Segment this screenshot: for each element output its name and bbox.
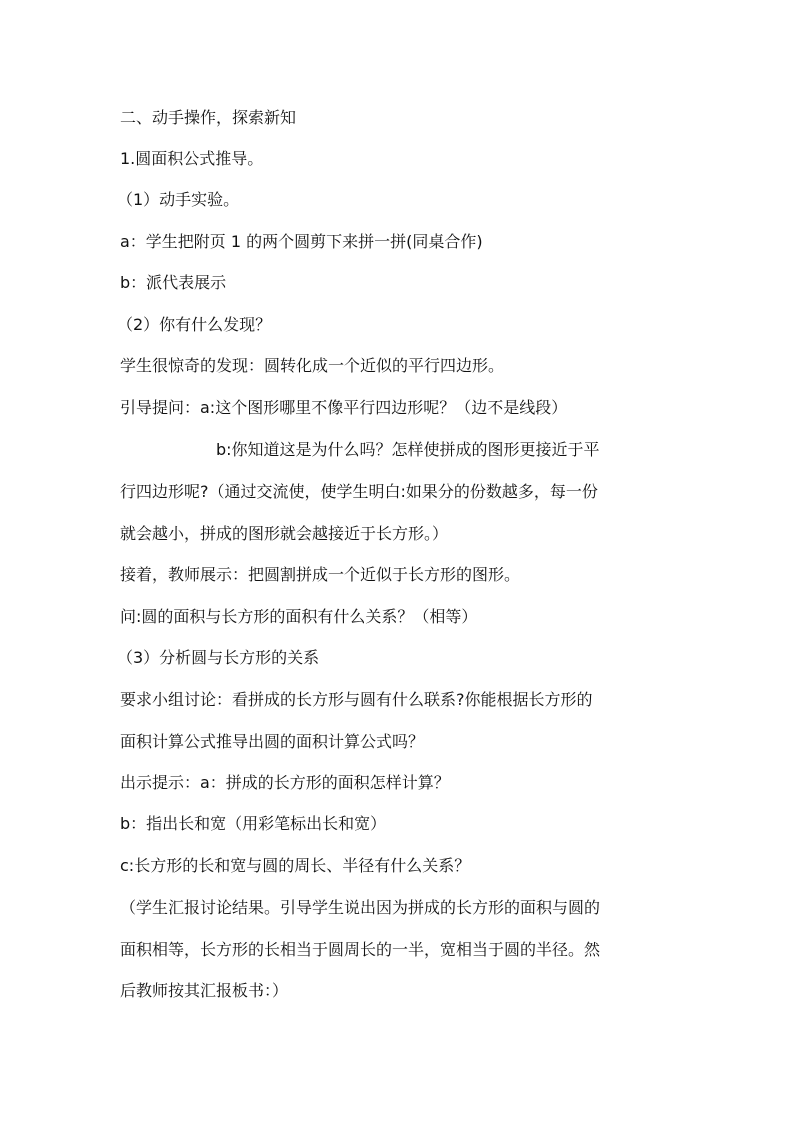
paragraph-line: （学生汇报讨论结果。引导学生说出因为拼成的长方形的面积与圆的	[120, 898, 601, 917]
paragraph-line: 就会越小，拼成的图形就会越接近于长方形。）	[120, 524, 449, 543]
section-heading: 二、动手操作，探索新知	[120, 108, 297, 127]
paragraph-line: c:长方形的长和宽与圆的周长、半径有什么关系？	[120, 856, 471, 875]
subsection-heading: 1.圆面积公式推导。	[120, 149, 264, 168]
paragraph-line: a：学生把附页 1 的两个圆剪下来拼一拼(同桌合作)	[120, 232, 483, 251]
paragraph-line: b：派代表展示	[120, 273, 227, 292]
paragraph-line: 后教师按其汇报板书：）	[120, 981, 289, 1000]
paragraph-line: 面积计算公式推导出圆的面积计算公式吗？	[120, 732, 425, 751]
paragraph-line: 接着，教师展示：把圆割拼成一个近似于长方形的图形。	[120, 565, 521, 584]
paragraph-line: 出示提示：a：拼成的长方形的面积怎样计算？	[120, 773, 450, 792]
paragraph-line: 引导提问：a:这个图形哪里不像平行四边形呢？（边不是线段）	[120, 398, 568, 417]
paragraph-line: 问:圆的面积与长方形的面积有什么关系？（相等）	[120, 607, 478, 626]
paragraph-line: b：指出长和宽（用彩笔标出长和宽）	[120, 814, 387, 833]
step-3-heading: （3）分析圆与长方形的关系	[117, 648, 320, 667]
paragraph-line: 要求小组讨论：看拼成的长方形与圆有什么联系?你能根据长方形的	[120, 690, 593, 709]
step-1-heading: （1）动手实验。	[117, 190, 240, 209]
paragraph-line: 面积相等，长方形的长相当于圆周长的一半，宽相当于圆的半径。然	[120, 940, 601, 959]
paragraph-line: b:你知道这是为什么吗？怎样使拼成的图形更接近于平	[216, 440, 600, 459]
paragraph-line: 学生很惊奇的发现：圆转化成一个近似的平行四边形。	[120, 356, 505, 375]
step-2-heading: （2）你有什么发现？	[117, 315, 272, 334]
paragraph-line: 行四边形呢?（通过交流使，使学生明白:如果分的份数越多，每一份	[120, 482, 598, 501]
